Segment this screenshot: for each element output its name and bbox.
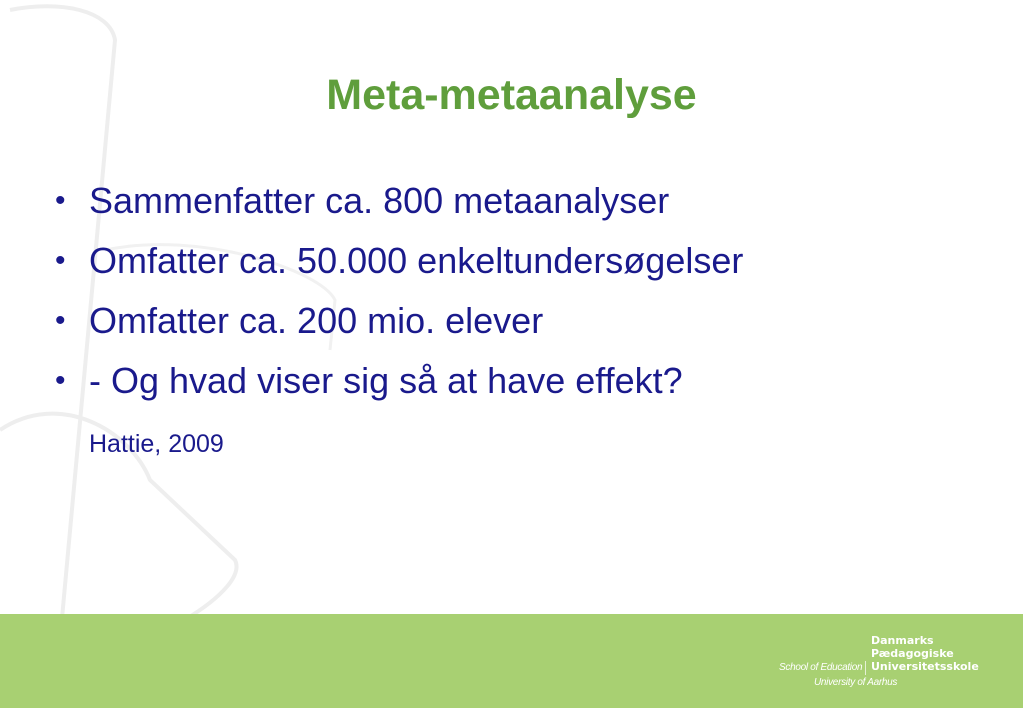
bullet-text: - Og hvad viser sig så at have effekt? xyxy=(89,360,683,401)
logo-name-line: Danmarks xyxy=(871,634,934,647)
logo-institution-name xyxy=(871,634,979,673)
bullet-marker: • xyxy=(55,184,66,217)
logo-university-label: University of Aarhus xyxy=(814,677,898,688)
bullet-marker: • xyxy=(55,304,66,337)
citation: Hattie, 2009 xyxy=(89,430,224,458)
bullet-marker: • xyxy=(55,244,66,277)
institution-logo xyxy=(776,634,996,694)
bullet-text: Omfatter ca. 50.000 enkeltundersøgelser xyxy=(89,240,744,281)
logo-divider xyxy=(865,661,866,675)
bullet-text: Omfatter ca. 200 mio. elever xyxy=(89,300,544,341)
logo-name-line: Pædagogiske xyxy=(871,647,954,660)
bullet-marker: • xyxy=(55,364,66,397)
logo-name-line: Universitetsskole xyxy=(871,660,979,673)
bullet-text: Sammenfatter ca. 800 metaanalyser xyxy=(89,180,670,221)
logo-school-label: School of Education xyxy=(779,662,863,673)
slide-title: Meta-metaanalyse xyxy=(326,71,697,119)
